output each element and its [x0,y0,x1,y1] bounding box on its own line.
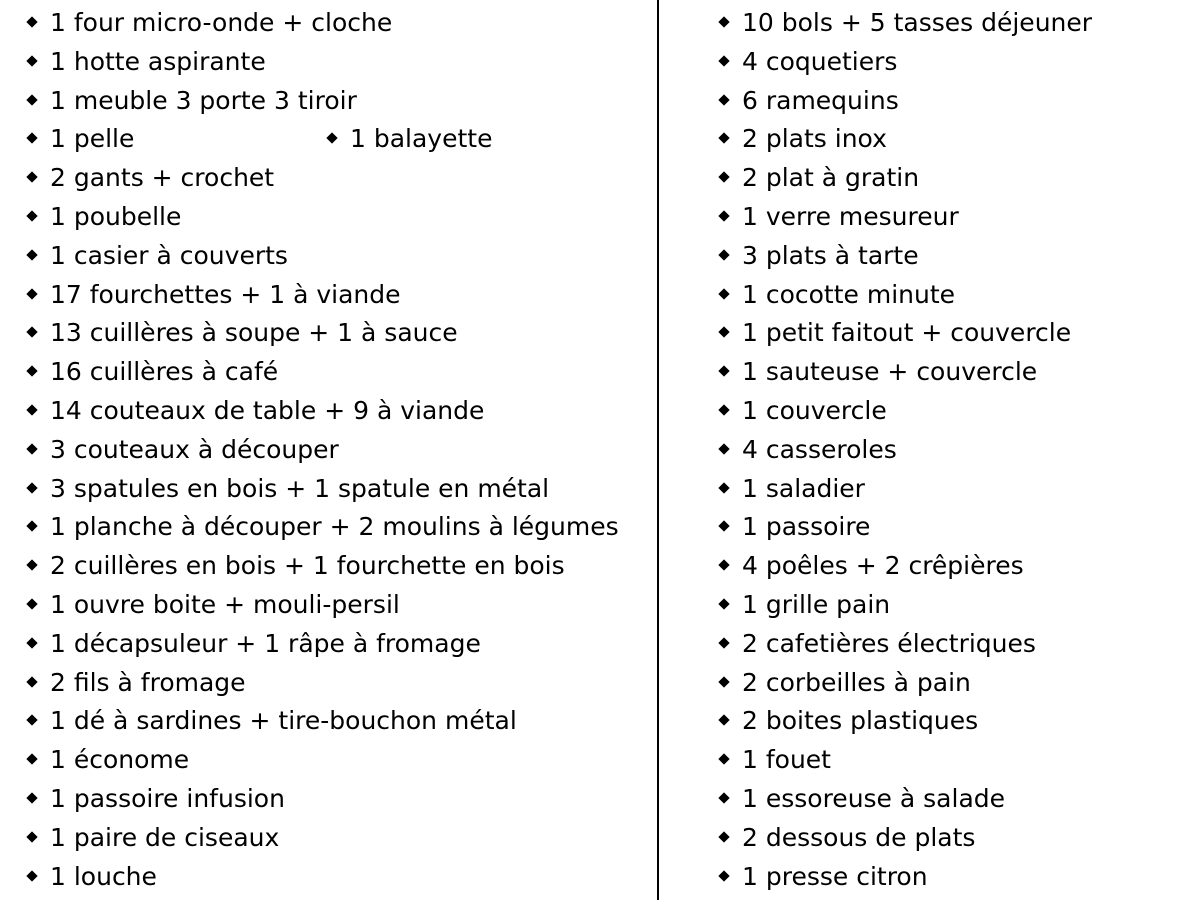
list-item [28,159,648,198]
list-item [28,780,648,819]
list-item [28,314,648,353]
item-text: 2 corbeilles à pain [742,667,971,697]
list-item [28,858,648,897]
item-text: 1 passoire [742,512,871,542]
diamond-bullet-icon [26,210,37,221]
diamond-bullet-icon [718,715,729,726]
item-text: 1 casier à couverts [50,240,288,270]
item-text: 1 four micro-onde + cloche [50,8,393,37]
diamond-bullet-icon [26,637,37,648]
item-text: 1 passoire infusion [50,783,285,813]
diamond-bullet-icon [26,404,37,415]
diamond-bullet-icon [26,55,37,66]
column-divider [657,0,659,900]
diamond-bullet-icon [718,521,729,532]
diamond-bullet-icon [326,133,337,144]
diamond-bullet-icon [26,482,37,493]
list-item [720,586,1190,625]
item-text: 1 sauteuse + couvercle [742,357,1038,387]
diamond-bullet-icon [26,753,37,764]
item-text: 1 poubelle [50,201,182,231]
diamond-bullet-icon [718,172,729,183]
item-text: 1 décapsuleur + 1 râpe à fromage [50,628,481,658]
list-item [28,625,648,664]
list-item [720,314,1190,353]
list-item [720,819,1190,858]
list-item [720,392,1190,431]
list-item [28,664,648,703]
list-item [720,159,1190,198]
item-text: 1 ouvre boite + mouli-persil [50,589,400,619]
item-text: 1 dé à sardines + tire-bouchon métal [50,706,517,736]
item-text: 1 verre mesureur [742,201,959,231]
list-item [720,780,1190,819]
diamond-bullet-icon [718,753,729,764]
diamond-bullet-icon [718,637,729,648]
list-item [720,741,1190,780]
item-text: 2 fils à fromage [50,667,246,697]
diamond-bullet-icon [26,366,37,377]
list-item [28,120,648,159]
item-text: 2 cuillères en bois + 1 fourchette en bois [50,551,565,581]
diamond-bullet-icon [26,559,37,570]
list-item-extra [328,120,492,159]
item-text: 2 boites plastiques [742,706,979,736]
item-text: 4 coquetiers [742,46,898,76]
item-text: 1 essoreuse à salade [742,783,1006,813]
list-item [720,353,1190,392]
diamond-bullet-icon [26,598,37,609]
item-text: 1 saladier [742,473,865,503]
diamond-bullet-icon [718,676,729,687]
diamond-bullet-icon [26,172,37,183]
list-item [720,4,1190,43]
item-text: 10 bols + 5 tasses déjeuner [742,8,1093,37]
diamond-bullet-icon [26,676,37,687]
item-text: 1 paire de ciseaux [50,822,280,852]
list-item [720,82,1190,121]
list-item [720,625,1190,664]
diamond-bullet-icon [718,94,729,105]
list-item [720,547,1190,586]
diamond-bullet-icon [718,210,729,221]
item-text: 3 plats à tarte [742,240,919,270]
diamond-bullet-icon [26,443,37,454]
list-item [720,237,1190,276]
item-text: 1 louche [50,861,157,891]
list-item [720,276,1190,315]
list-item [28,198,648,237]
item-text: 17 fourchettes + 1 à viande [50,279,401,309]
item-text: 3 couteaux à découper [50,434,339,464]
list-item [720,702,1190,741]
diamond-bullet-icon [26,521,37,532]
diamond-bullet-icon [26,288,37,299]
diamond-bullet-icon [718,404,729,415]
item-text: 1 couvercle [742,395,887,425]
item-text: 3 spatules en bois + 1 spatule en métal [50,473,550,503]
item-text: 1 fouet [742,745,831,775]
item-text: 2 plats inox [742,124,887,154]
diamond-bullet-icon [26,327,37,338]
list-item [28,237,648,276]
list-item [28,508,648,547]
list-item [720,470,1190,509]
list-item [28,4,648,43]
list-item [28,819,648,858]
item-text: 1 cocotte minute [742,279,956,309]
item-text: 1 meuble 3 porte 3 tiroir [50,85,357,115]
list-item [28,431,648,470]
list-item [28,353,648,392]
list-item [720,120,1190,159]
diamond-bullet-icon [26,133,37,144]
list-item [28,547,648,586]
diamond-bullet-icon [718,55,729,66]
diamond-bullet-icon [26,715,37,726]
diamond-bullet-icon [26,94,37,105]
diamond-bullet-icon [718,249,729,260]
diamond-bullet-icon [718,870,729,881]
item-text: 1 hotte aspirante [50,46,266,76]
diamond-bullet-icon [26,870,37,881]
item-text: 1 presse citron [742,861,928,891]
item-text: 1 petit faitout + couvercle [742,318,1072,348]
item-text: 2 plat à gratin [742,163,920,193]
item-extra-text: 1 balayette [350,124,493,154]
item-text: 1 planche à découper + 2 moulins à légumes [50,512,619,542]
diamond-bullet-icon [718,133,729,144]
item-text: 2 cafetières électriques [742,628,1036,658]
item-text: 6 ramequins [742,85,899,115]
item-text: 2 dessous de plats [742,822,976,852]
diamond-bullet-icon [26,249,37,260]
item-text: 14 couteaux de table + 9 à viande [50,395,485,425]
diamond-bullet-icon [718,482,729,493]
list-item [28,392,648,431]
list-item [28,43,648,82]
item-text: 1 pelle [50,124,135,154]
item-text: 13 cuillères à soupe + 1 à sauce [50,318,458,348]
list-item [720,858,1190,897]
diamond-bullet-icon [718,831,729,842]
diamond-bullet-icon [718,559,729,570]
item-text: 4 casseroles [742,434,897,464]
diamond-bullet-icon [718,288,729,299]
item-text: 2 gants + crochet [50,163,275,193]
diamond-bullet-icon [718,16,729,27]
item-text: 16 cuillères à café [50,357,279,387]
list-item [720,198,1190,237]
item-text: 4 poêles + 2 crêpières [742,551,1024,581]
list-item [28,82,648,121]
diamond-bullet-icon [26,16,37,27]
list-item [720,431,1190,470]
list-item [720,43,1190,82]
diamond-bullet-icon [718,366,729,377]
list-item [28,741,648,780]
list-item [28,586,648,625]
list-item [28,276,648,315]
diamond-bullet-icon [26,831,37,842]
list-item [720,664,1190,703]
list-item [720,508,1190,547]
item-text: 1 grille pain [742,589,891,619]
diamond-bullet-icon [718,598,729,609]
right-inventory-list [720,4,1190,896]
item-text: 1 économe [50,745,190,775]
diamond-bullet-icon [26,792,37,803]
diamond-bullet-icon [718,792,729,803]
diamond-bullet-icon [718,443,729,454]
diamond-bullet-icon [718,327,729,338]
list-item [28,702,648,741]
left-inventory-list [28,4,648,896]
list-item [28,470,648,509]
